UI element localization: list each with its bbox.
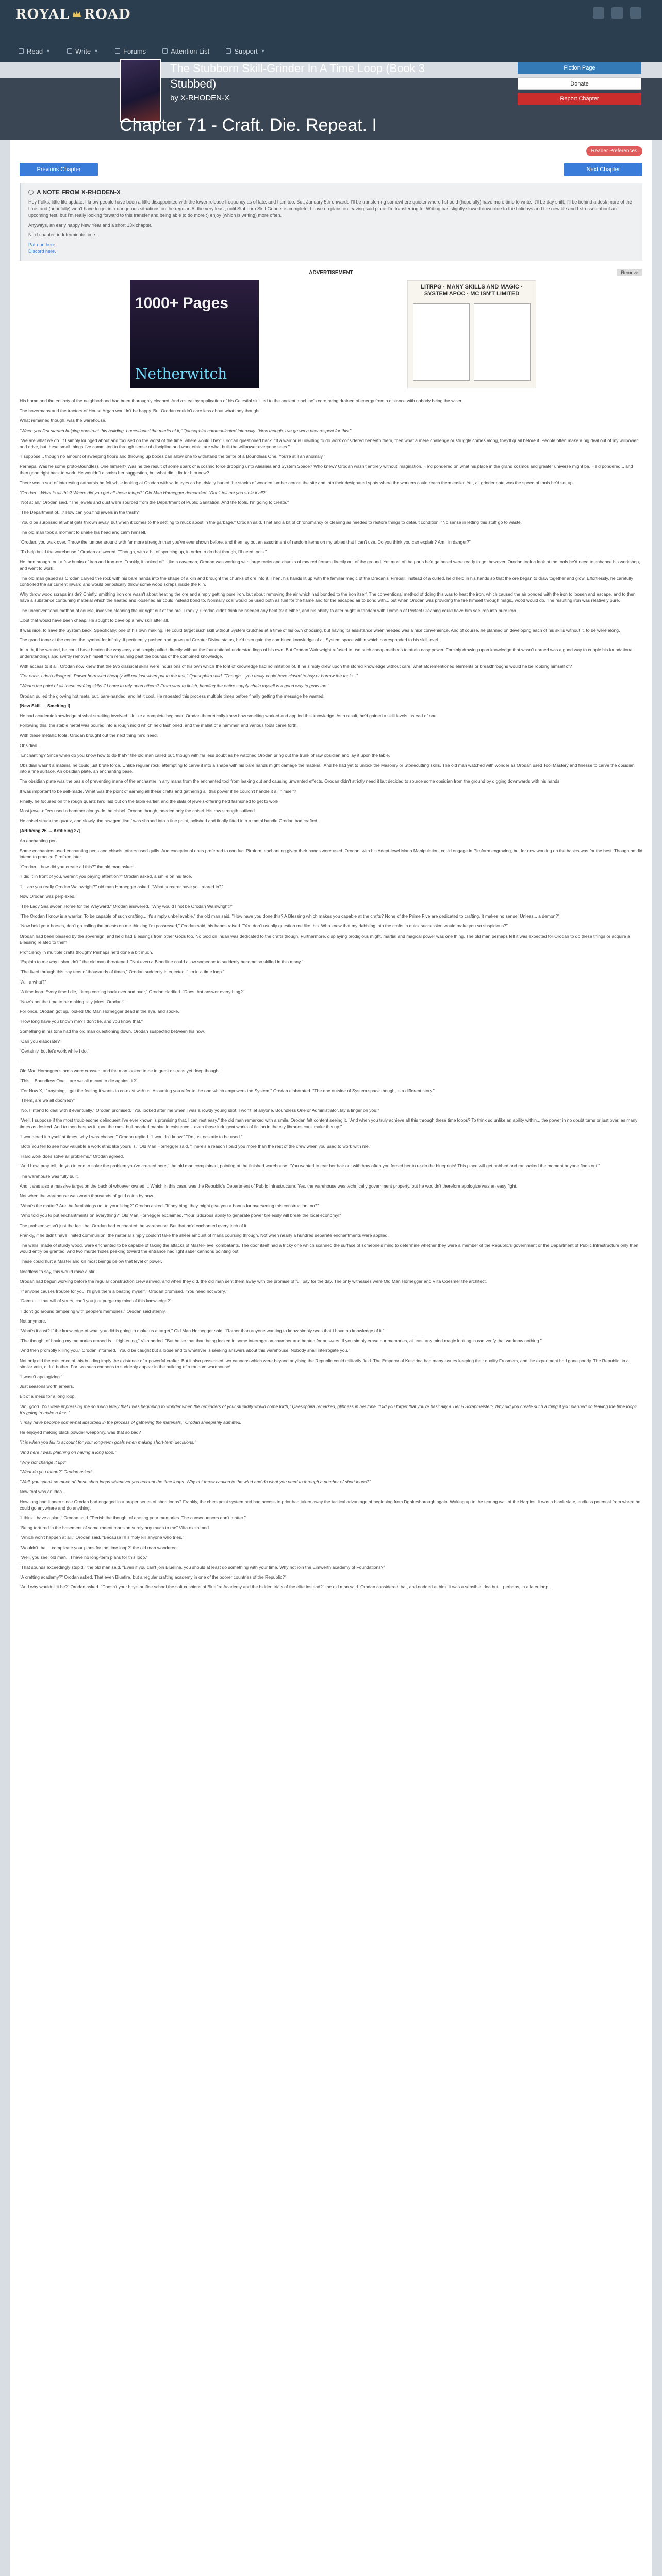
info-icon	[28, 190, 34, 195]
story-paragraph: "No, I intend to deal with it eventually," Orodan promised. "You looked after me when I was a rowdy young idiot. I won't let anyone, Boundless One or Administrator, lay a finger on you."	[20, 1108, 379, 1113]
story-paragraph: His home and the entirety of the neighborhood had been thoroughly cleaned. And a stealthy application of his Celestial skill led to the ancient machine's core being drained of energy from a distance with nobody being the wiser.	[20, 398, 463, 403]
story-paragraph: Bit of a mess for a long loop.	[20, 1394, 76, 1399]
story-paragraph: "I wondered it myself at times, why I was chosen," Orodan replied. "I wouldn't know." "I'm just ecstatic to be used."	[20, 1133, 243, 1139]
logo-text-left: ROYAL	[15, 7, 70, 22]
story-paragraph: Orodan had begun working before the regular construction crew arrived, and when they did, the old man sent them away with the promise of full pay for the day. The only witnesses were Old Man Hornegger and Vilta Coesmer the architect.	[20, 1278, 487, 1284]
next-chapter-button[interactable]: Next Chapter	[564, 163, 642, 176]
story-paragraph: In truth, if he wanted, he could have beaten the way easy and simply pulled directly without the foundational understandings of his own. But Orodan Wainwright refused to use such cheap methods to attain easy power. Forcibly drawing upon knowledge that wasn't earned was a good way to cripple his foundational understandings and swiftly remove himself from remaining past the bounds of the combined knowledge.	[20, 647, 634, 659]
nav-item-attention-list[interactable]	[154, 40, 218, 62]
story-paragraph: "I don't go around tampering with people's memories," Orodan said sternly.	[20, 1308, 166, 1314]
story-paragraph: "And then promptly killing you," Orodan informed. "You'd be caught but a loose end to whatever is seeking answers about this warehouse. Nobody shall interrogate you."	[20, 1348, 350, 1353]
ad-banner-left[interactable]	[130, 280, 259, 388]
story-paragraph: "The lived through this day tens of thousands of times," Orodan suddenly interjected. "I'm in a time loop."	[20, 969, 225, 975]
story-paragraph: How long had it been since Orodan had engaged in a proper series of short loops? Frankly, the checkpoint system had had access to prior had taken away the tactical advantage of beginning from Dgbkesborough again. Waking up to the tearing wail of the Harpies, it was a blank slate, endless potential from where he could go anywhere and do anything.	[20, 1499, 641, 1511]
story-paragraph: Now Orodan was perplexed.	[20, 893, 76, 899]
story-paragraph: An enchanting pen.	[20, 838, 58, 843]
story-paragraph: "I did it in front of you, weren't you paying attention?" Orodan asked, a smile on his face.	[20, 874, 192, 879]
story-paragraph: The warehouse was fully built.	[20, 1173, 79, 1179]
story-paragraph: Now that was an idea.	[20, 1489, 63, 1495]
user-avatar-icon[interactable]	[630, 7, 641, 19]
story-paragraph: "Wouldn't that... complicate your plans for the time loop?" the old man wondered.	[20, 1545, 178, 1550]
story-paragraph: There was a sort of interesting catharsis he felt while looking at Orodan with wide eyes as he trivially hurled the stacks of wooden lumber across the site and into their designated spots where the workers could reach them easier. Yet, all grinder note was the speed of tools he'd set up.	[20, 480, 574, 485]
story-paragraph: Finally, he focused on the rough quartz he'd laid out on the table earlier, and the slats of jewels-offering he'd fashioned to get to work.	[20, 798, 280, 804]
story-paragraph: "I... are you really Orodan Wainwright?" old man Hornegger asked. "What sorcerer have you reared in?"	[20, 884, 223, 889]
story-paragraph: "Hard work does solve all problems," Orodan agreed.	[20, 1154, 124, 1159]
story-paragraph: "Well, you see, old man... I have no long-term plans for this loop."	[20, 1554, 148, 1560]
author-note-paragraph: Next chapter, indeterminate time.	[28, 232, 97, 238]
crown-icon	[72, 9, 82, 20]
story-paragraph: "Being tortured in the basement of some rodent mansion surely any much to me" Vilta exclaimed.	[20, 1525, 210, 1531]
author-note-heading	[28, 189, 635, 196]
story-paragraph: "Ah, good. You were impressing me so much lately that I was beginning to wonder when the reminders of your stupidity would come forth," Qaesophira remarked, glibness in her tone. "Did you forget that you're basically a Tier 5 Scrapmeister? Why did you create such a thing if you planned on leaving the time loop? It's going to make a fuss."	[20, 1403, 637, 1415]
story-paragraph: "Certainly, but let's work while I do."	[20, 1048, 90, 1054]
story-paragraph: Proficiency in multiple crafts though? Perhaps he'd done a bit much.	[20, 949, 153, 955]
story-paragraph: "Them, are we all doomed?"	[20, 1098, 75, 1104]
donate-button[interactable]: Donate	[518, 77, 641, 90]
story-paragraph: "Enchanting? Since when do you know how to do that?" the old man called out, though with far less doubt as he watched Orodan bring out the trunk of raw obsidian and lay it upon the table.	[20, 752, 390, 758]
story-paragraph: He enjoyed making black powder weaponry, was that so bad?	[20, 1430, 141, 1435]
story-paragraph: [Artificing 26 → Artificing 27]	[20, 828, 81, 834]
chapter-body	[20, 398, 642, 1594]
cover-image[interactable]	[120, 59, 161, 122]
book-icon	[19, 48, 24, 54]
story-paragraph: "Orodan, you walk over. Throw the lumber around with far more strength than you've ever shown before, and then lay out an assortment of random items on my tables that I can't use. Do you think you can explain? Am I in danger?"	[20, 539, 471, 545]
story-paragraph: "Can you elaborate?"	[20, 1038, 62, 1044]
story-paragraph: "It is when you fail to account for your long-term goals when making short-term decisions."	[20, 1439, 196, 1445]
story-paragraph: Some enchanters used enchanting pens and chisels, others used quills. And exceptional ones preferred to conduct Piroform enchanting given their hands were used. Orodan, with his Adept-level Mana Manipulation, could engage in Piroform engraving, but for now working on the basics was for the best. Though he did intend to practice Piroform later.	[20, 848, 642, 859]
story-paragraph: [New Skill — Smelting I]	[20, 703, 70, 708]
header-buttons	[518, 62, 641, 105]
nav-item-read[interactable]	[10, 40, 59, 62]
ad-banner-right[interactable]	[407, 280, 536, 388]
story-paragraph: "Explain to me why I shouldn't," the old man threatened. "Not even a Bloodline could allow someone to suddenly become so skilled in this many."	[20, 959, 304, 965]
story-paragraph: "That sounds exceedingly stupid," the old man said. "Even if you can't join Blueline, you should at least do something with your time. Why not join the Eimwerth academy of Foundations?"	[20, 1564, 385, 1570]
story-paragraph: He then brought out a few hunks of iron and iron ore. Frankly, it looked off. Like a caveman, Orodan was working with large rocks and chunks of raw red ferrum directly out of the ground. Yet most of the parts he'd gathered were ready to go, however. Orodan took a look at the tools he'd need to enhance his workshop, and went to work.	[20, 559, 640, 571]
story-paragraph: The old man took a moment to shake his head and calm himself.	[20, 529, 147, 535]
story-paragraph: "And how, pray tell, do you intend to solve the problem you've created here," the old man complained, pointing at the finished warehouse. "You wanted to tear her hair out with how often you forced her to re-do the blueprints! This place will get nabbed and ransacked the moment anyone finds out!"	[20, 1163, 600, 1169]
remove-ads-button[interactable]: Remove	[617, 269, 642, 276]
story-paragraph: "I wasn't apologizing."	[20, 1374, 63, 1379]
nav-item-write[interactable]	[59, 40, 107, 62]
story-paragraph: "Well, I suppose if the most troublesome delinquent I've ever known is promising that, I can rest easy," the old man remarked with a smile. Orodan felt content seeing it. "And when you truly achieve all this through these time loops? To think so unlike an ability within... the power in no doubt turns or just over, as many times as desired. And to then bestow it upon the most bull-headed maniac in existence... even those indulgent works of fiction in the city libraries can't make this up."	[20, 1117, 638, 1129]
story-paragraph: "A time loop. Every time I die, I keep coming back over and over," Orodan clarified. "Does that answer everything?"	[20, 989, 244, 994]
story-paragraph: "This... Boundless One... are we all meant to die against it?"	[20, 1078, 138, 1083]
story-paragraph: It was important to be self-made. What was the point of earning all these crafts and gathering all this power if he couldn't handle it all himself?	[20, 788, 296, 794]
story-paragraph: The unconventional method of course, involved cleaning the air right out of the ore. Frankly, Orodan didn't think he needed any heat for it either, and his ability to alter might in tandem with Domain of Perfect Cleaning could have him see iron into pure iron.	[20, 607, 518, 613]
site-logo[interactable]	[15, 4, 131, 25]
notifications-icon[interactable]	[593, 7, 604, 19]
author-note-title: A NOTE FROM X-RHODEN-X	[37, 189, 121, 196]
patreon-link[interactable]: Patreon here.	[28, 242, 57, 247]
story-paragraph: And it was also a massive target on the back of whoever owned it. Which in this case, was the Republic's Department of Public Infrastructure. Yes, the warehouse was technically government property, but he wouldn't therefore apologize was an easy fight.	[20, 1183, 518, 1189]
ad-left-headline: 1000+ Pages	[135, 295, 228, 312]
chat-icon	[115, 48, 120, 54]
story-paragraph: "I suppose... though no amount of sweeping floors and throwing up boxes can allow one to withstand the terror of a Boundless One. You're still an anomaly."	[20, 454, 325, 460]
chevron-down-icon: ▼	[46, 48, 51, 54]
story-paragraph: "Orodan... how did you create all this?" the old man asked.	[20, 864, 135, 870]
chevron-down-icon: ▼	[94, 48, 99, 54]
story-paragraph: "What's the matter? Are the furnishings not to your liking?" Orodan asked. "If anything, they might give you a bonus for overseeing this construction, no?"	[20, 1203, 319, 1209]
story-paragraph: "When you first started helping construct this building, I questioned the merits of it," Qaesophira communicated internally. "Now though, I've grown a new respect for this."	[20, 428, 352, 433]
author-note-links	[28, 242, 635, 255]
story-paragraph: "Well, you speak so much of these short loops whenever you recount the time loops. Why not throw caution to the wind and do what you need to through a number of short loops?"	[20, 1479, 371, 1485]
story-paragraph: "What's it cost? If the knowledge of what you did is going to make us a target," Old Man Hornegger said. "Rather than anyone wanting to know simply sees that I have no knowledge of it."	[20, 1328, 385, 1333]
story-paragraph: "Which won't happen at all," Orodan said. "Because I'll simply kill anyone who tries."	[20, 1535, 184, 1540]
story-paragraph: What remained though, was the warehouse.	[20, 418, 107, 423]
story-paragraph: The problem wasn't just the fact that Orodan had enchanted the warehouse. But that he'd enchanted every inch of it.	[20, 1223, 248, 1228]
story-paragraph: "For once, I don't disagree. Power borrowed cheaply will not last when put to the test," Qaesophira said. "Though... you really could have closed to buy or borrow the tools..."	[20, 673, 358, 679]
fiction-author	[170, 94, 229, 103]
story-paragraph: "I think I have a plan," Orodan said. "Perish the thought of erasing your memories. The consequences don't matter."	[20, 1515, 246, 1520]
story-paragraph: Why throw wood scraps inside? Chiefly, smithing iron ore wasn't about heating the ore and simply getting pure iron, but about removing the air which had bonded to the iron itself. The conventional method of doing this was to heat the iron, which caused the air bonded with the iron to loosen and escape, and to then have a substance containing material which the heated and loosened air could instead bond to. Normally coal would be used both as fuel for the flame and for the escaped air to bond with... but when Orodan was providing the fire himself through magic, wood would do. The resulting iron was relatively pure.	[20, 591, 636, 603]
fiction-page-button[interactable]: Fiction Page	[518, 62, 641, 74]
story-paragraph: "Now hold your horses, don't go calling the priests on me thinking I'm possessed," Orodan said, his hands raised. "You don't usually question me like this. Who knew that my dabbling into the crafts in quick succession would make you so suspicious?"	[20, 923, 508, 929]
story-paragraph: Following this, the stable metal was poured into a rough mold which he'd fashioned, and the mallet of a hammer, and various tools came forth.	[20, 723, 298, 728]
reader-preferences-button[interactable]: Reader Preferences	[586, 146, 643, 156]
story-paragraph: Old Man Hornegger's arms were crossed, and the man looked to be in great distress yet deep thought.	[20, 1068, 221, 1074]
nav-item-label: Read	[27, 47, 43, 55]
report-chapter-button[interactable]: Report Chapter	[518, 93, 641, 105]
story-paragraph: "How long have you known me? I don't lie, and you know that."	[20, 1019, 143, 1024]
story-paragraph: It was nice, to have the System back. Specifically, one of his own making, He could target such skill without System crutches at a time of his own choosing, but having its assistance when needed was a nice convenience. And of course, he planned on developing each of his skills without it, to be were along.	[20, 628, 620, 633]
story-paragraph: ...but that would have been cheap. He sought to develop a new skill after all.	[20, 617, 169, 623]
story-paragraph: "I may have become somewhat absorbed in the process of gathering the materials," Orodan sheepishly admitted.	[20, 1419, 242, 1425]
fiction-title[interactable]: The Stubborn Skill-Grinder In A Time Loop (Book 3 Stubbed)	[170, 62, 425, 90]
story-paragraph: ...	[20, 1058, 24, 1064]
nav-menu	[0, 40, 662, 62]
previous-chapter-button[interactable]: Previous Chapter	[20, 163, 98, 176]
ad-right-heading: LITRPG · MANY SKILLS AND MAGIC · SYSTEM APOC · MC ISN'T LIMITED	[421, 284, 523, 297]
story-paragraph: "Both You fell to see how valuable a work ethic like yours is," Old Man Hornegger said. "There's a reason I paid you more than the rest of the crew when you used to work with me."	[20, 1144, 372, 1149]
ad-comic-panel-right	[474, 303, 531, 381]
logo-text-right: ROAD	[84, 7, 131, 22]
nav-item-label: Support	[234, 47, 258, 55]
story-paragraph: "Not at all," Orodan said. "The jewels and dust were sourced from the Department of Public Sanitation. And the tools, I'm going to create."	[20, 500, 289, 505]
author-note	[20, 183, 642, 261]
story-paragraph: Frankly, if he didn't have limited communion, the material simply couldn't take the sheer amount of mana coursing through. Not when nearly a hundred separate enchantments were applied.	[20, 1232, 389, 1238]
story-paragraph: Orodan had been blessed by the sovereign, and he'd had Blessings from other Gods too. No God on Inuan was dedicated to the crafts though. Furthermore, displaying prodigious might, martial and magical power was one thing. The old man perhaps felt it was expected for Orodan to do these things or acquire a Blessing related to them.	[20, 933, 630, 945]
discord-link[interactable]: Discord here.	[28, 249, 56, 254]
story-paragraph: "The Lady Sealswoen Home for the Wayward," Orodan answered. "Why would I not be Orodan Wainwright?"	[20, 903, 233, 909]
story-paragraph: For once, Orodan got up, looked Old Man Hornegger dead in the eye, and spoke.	[20, 1009, 179, 1014]
ad-comic-panel-left	[413, 303, 470, 381]
bell-icon	[162, 48, 168, 54]
story-paragraph: Just seasons worth arrears.	[20, 1384, 74, 1389]
nav-item-label: Attention List	[171, 47, 210, 55]
story-paragraph: "The Department of...? How can you find jewels in the trash?"	[20, 510, 140, 515]
story-paragraph: "A... a what?"	[20, 979, 46, 985]
story-paragraph: Not anymore.	[20, 1318, 46, 1324]
author-prefix: by	[170, 94, 181, 103]
story-paragraph: Perhaps. Was he some proto-Boundless One himself? Was he the result of some spark of a cosmic force dropping unto Alaisiaia and System Space? Who knew? Orodan wasn't entirely without imagination. He'd pondered on what his place in the grand cosmos and greater universe might be. He'd pondered... and then gone right back to work. He wouldn't dismiss her suggestion, but what did it fix for him now?	[20, 464, 633, 476]
story-paragraph: "What do you mean?" Orodan asked.	[20, 1469, 93, 1475]
story-paragraph: The grand tome at the center, the symbol for infinity. If pertinently pushed and grown ad Greater Divine status, he'd then gain the combined knowledge of all System space within which corresponded to his skill level.	[20, 637, 439, 643]
story-paragraph: "You'd be surprised at what gets thrown away, but when it comes to the settling to muck about in the garbage," Orodan said. That and a bit of chronomancy or clearing as needed to restore things to default condition. "No sense in letting this stuff go to waste."	[20, 519, 524, 525]
chevron-down-icon: ▼	[260, 48, 266, 54]
chapter-title: Chapter 71 - Craft. Die. Repeat. I	[120, 115, 377, 135]
story-paragraph: "Now's not the time to be making silly jokes, Orodan!"	[20, 999, 125, 1004]
top-navbar	[0, 0, 662, 62]
story-paragraph: Obsidian wasn't a material he could just brute force. Unlike regular rock, attempting to carve it into a shape with his bare hands might damage the material. And he had yet to unlock the Masonry or Stonecutting skills. The old man watched with wonder as Orodan used Tool Mastery and finesse to carve the obsidian into a fine surface. An obsidian plate, an enchanting base.	[20, 762, 635, 774]
story-paragraph: The hovermans and the tractors of House Argan wouldn't be happy. But Orodan couldn't care less about what they thought.	[20, 408, 261, 414]
story-paragraph: "For Now X, if anything, I get the feeling it wants to co-exist with us. Assuming you refer to the one which empowers the System," Orodan elaborated. "The one outside of System space though, is a different story."	[20, 1088, 435, 1093]
story-paragraph: "A crafting academy?" Orodan asked. That even Bluefire, but a regular crafting academy in one of the poorer countries of the Republic?"	[20, 1574, 287, 1580]
story-paragraph: Most jewel-offers used a hammer alongside the chisel. Orodan though, needed only the chisel. His raw strength sufficed.	[20, 808, 256, 814]
messages-icon[interactable]	[611, 7, 623, 19]
story-paragraph: With these metallic tools, Orodan brought out the next thing he'd need.	[20, 733, 158, 738]
story-paragraph: "To help build the warehouse," Orodan answered. "Though, with a bit of sprucing up, in order to do that though, I'll need tools."	[20, 549, 267, 555]
story-paragraph: He chisel struck the quartz, and slowly, the raw gem itself was shaped into a fine point, polished and finally fitted into a metal handle Orodan had crafted.	[20, 818, 319, 824]
story-paragraph: Needless to say, this would raise a stir.	[20, 1268, 96, 1274]
story-paragraph: Something in his tone had the old man questioning down. Orodan suspected between his now.	[20, 1028, 205, 1034]
story-paragraph: The old man gaped as Orodan carved the rock with his bare hands into the shape of a kiln and brought the chunks of ore into it. Then, his hands lit up with the familiar magic of the Dracanis' Fireball, instead of a curled, he'd held in his hands so that the ore began to draw together and glow. Effortlessly, he carefully controlled the air current inward and would periodically throw some wood scraps inside the kiln.	[20, 575, 633, 587]
nav-item-label: Forums	[123, 47, 146, 55]
story-paragraph: "What's the point of all these crafting skills if I have to rely upon others? From start to finish, heading the entire supply chain myself is a good way to grow too."	[20, 683, 329, 689]
story-paragraph: With access to it all, Orodan now knew that the two classical skills were incursions of his own which the font of knowledge had no imitation of. If he simply drew upon the stored knowledge without care, what aforementioned elements or breakthroughs would he be robbing himself of?	[20, 663, 572, 669]
story-paragraph: Not only did the existence of this building imply the existence of a powerful crafter. But it also possessed two cannons which were beyond anything the Republic could militarily field. The Emperor of Kesarina had many issues keeping their quality Frosmers, and the experiment had gone poorly. The Republic, in a similar vein, didn't bother. For two such cannons to suddenly appear in the building of a random warehouse!	[20, 1358, 629, 1369]
pen-icon	[67, 48, 72, 54]
story-paragraph: "Why not change it up?"	[20, 1459, 67, 1465]
story-paragraph: "We are what we do. If I simply lounged about and focused on the worst of the time, where would I be?" Orodan questioned back. "If a warrior is unwilling to do work considered beneath them, then what a mere challenge or struggle comes along, they'll quail before it. People often make a big deal out of my willpower and drive, but these small things I've committed to through sense of discipline and work ethic, are what built the willpower everyone sees."	[20, 437, 638, 450]
story-paragraph: "Damn it... that will of yours, can't you just purge my mind of this knowledge?"	[20, 1298, 172, 1304]
nav-user-icons	[593, 7, 641, 19]
story-paragraph: Not when the warehouse was worth thousands of gold coins by now.	[20, 1193, 154, 1199]
story-paragraph: "The thought of having my memories erased is... frightening," Vilta added. "But better that than being locked in some interrogation chamber and beaten for answers. If you simply erase our memories, at least any mind magic looking in can verify that we know nothing."	[20, 1338, 542, 1344]
nav-item-label: Write	[75, 47, 91, 55]
story-paragraph: The obsidian plate was the basis of preventing mana of the enchanter in any mana from the enchanted tool from leaking out and causing unwanted effects. Orodan didn't strictly need it but decided to source some obsidian from the ground by digging downwards with his hands.	[20, 778, 561, 784]
chapter-nav	[20, 163, 642, 176]
story-paragraph: Orodan pulled the glowing hot metal out, bare-handed, and let it cool. He repeated this process multiple times before finally getting the message he wanted.	[20, 693, 325, 699]
story-paragraph: These could hurt a Master and kill most beings below that level of power.	[20, 1259, 162, 1264]
story-paragraph: "The Orodan I know is a warrior. To be capable of such crafting... it's simply unbelievable," the old man said. "How have you done this? A Blessing which makes you capable at the crafts? None of the Prime Five are dedicated to crafting. It makes no sense! Unless... a demon?"	[20, 913, 560, 919]
nav-item-support[interactable]	[218, 40, 273, 62]
story-paragraph: "Orodan... What is all this? Where did you get all these things?" Old Man Hornegger demanded. "Don't tell me you stole it all?"	[20, 490, 267, 496]
story-paragraph: "Who told you to put enchantments on everything?" Old Man Hornegger exclaimed. "Your ludicrous ability to generate power tirelessly will break the local economy!"	[20, 1213, 341, 1218]
chapter-content	[10, 140, 652, 2576]
story-paragraph: Obsidian.	[20, 742, 39, 748]
author-note-paragraph: Hey Folks, little life update. I know people have been a little disappointed with the lower release frequency as of late, and I am too. But, January 5th onwards I'll be transferring somewhere quieter where I should (hopefully) have more time to write. It'll be day shift, I'll be behind a desk more of the time, and (hopefully) won't have to get into dangerous situations on the regular. At the very least, until Stubborn Skill-Grinder is complete, I have no plans on leaving said place I'm transferring to. Writing has slightly slowed down due to the holidays and the new life and I stressed about an upcoming test, but I'm really looking forward to this transfer and being able to do more :) enjoy (which is writing) more often.	[28, 199, 632, 218]
story-paragraph: "And why wouldn't it be?" Orodan asked. "Doesn't your boy's artifice school the soft cushions of Bluefire Academy and the hidden trials of the elite instead?" the old man said. Orodan considered that, and nodded at him. It was a sensible idea but... perhaps, in a later loop.	[20, 1584, 550, 1590]
story-paragraph: "If anyone causes trouble for you, I'll give them a beating myself," Orodan promised. "You need not worry."	[20, 1289, 228, 1294]
fiction-header	[0, 62, 662, 140]
ad-left-title: Netherwitch	[135, 365, 227, 382]
author-link[interactable]: X-RHODEN-X	[180, 94, 230, 103]
story-paragraph: He had academic knowledge of what smelting involved. Unlike a complete beginner, Orodan theoretically knew how smelting worked and applied this knowledge. As a result, he'd gained a skill levels instead of one.	[20, 713, 438, 718]
story-paragraph: The walls, made of sturdy wood, were enchanted to be capable of taking the attacks of Master-level combatants. The door itself had a tricky one which scanned the surface of someone's mind to determine whether they were a member of the Republic's government or the Department of Public Infrastructure only then would entry be granted. And two murderholes peeking toward the entrance had light saber cannons pointing out.	[20, 1243, 639, 1255]
story-paragraph: "And here I was, planning on having a long loop."	[20, 1449, 117, 1455]
advertisement-label: ADVERTISEMENT	[309, 270, 353, 276]
author-note-paragraph: Anyways, an early happy New Year and a short 13k chapter.	[28, 223, 153, 228]
support-icon	[226, 48, 231, 54]
